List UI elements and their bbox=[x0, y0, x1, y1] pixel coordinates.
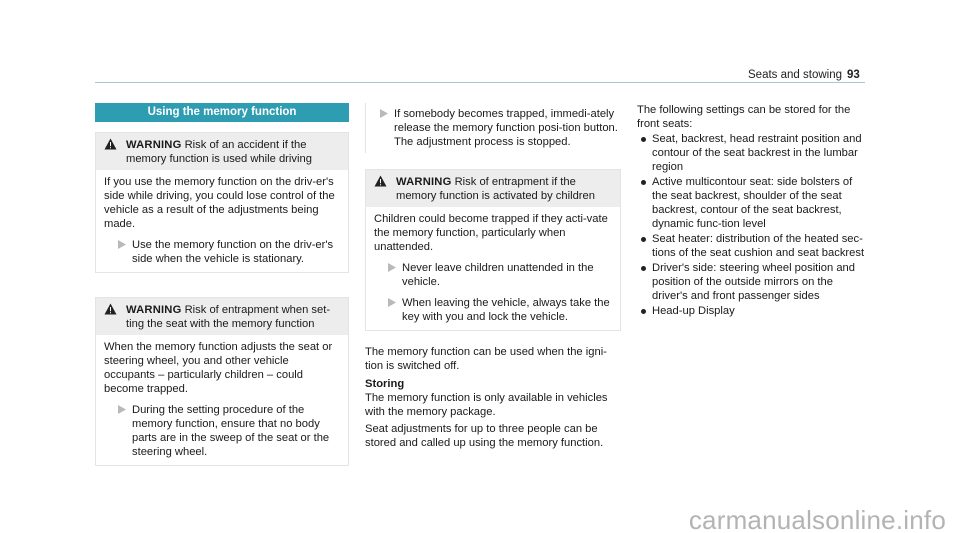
step-arrow-icon bbox=[388, 263, 396, 272]
step-text: Never leave children unattended in the vehicle. bbox=[402, 262, 594, 288]
warning-continuation bbox=[365, 103, 621, 153]
running-header-section: Seats and stowing bbox=[748, 69, 842, 81]
warning-header bbox=[96, 133, 348, 170]
instruction-step bbox=[374, 261, 612, 289]
list-item: Head-up Display bbox=[637, 304, 869, 318]
warning-triangle-icon bbox=[104, 138, 117, 150]
warning-text: Children could become trapped if they acti-vate the memory function, particularly when unattended. bbox=[374, 213, 608, 253]
paragraph: Seat adjustments for up to three people can be stored and called up using the memory function. bbox=[365, 423, 604, 449]
warning-box-entrapment-children bbox=[365, 169, 621, 331]
list-item: Active multicontour seat: side bolsters of the seat backrest, shoulder of the seat backrest, contour of the seat backrest, dynamic func-tion level bbox=[637, 175, 869, 231]
settings-list bbox=[637, 132, 869, 318]
step-text: During the setting procedure of the memory function, ensure that no body parts are in the sweep of the seat or the steering wheel. bbox=[132, 404, 330, 458]
warning-summary: Risk of entrapment when set-ting the seat with the memory function bbox=[126, 304, 331, 330]
column-middle bbox=[365, 103, 621, 453]
warning-text: If you use the memory function on the driv-er's side while driving, you could lose control of the vehicle as a result of the adjustments being made. bbox=[104, 176, 335, 230]
warning-body bbox=[96, 335, 348, 465]
warning-summary: Risk of an accident if the memory function is used while driving bbox=[126, 139, 312, 165]
list-item: Driver's side: steering wheel position and position of the outside mirrors on the driver's and front passenger sides bbox=[637, 261, 869, 303]
bullet-icon bbox=[641, 137, 646, 142]
warning-label: WARNING bbox=[126, 139, 182, 151]
instruction-step bbox=[104, 403, 340, 459]
instruction-step bbox=[366, 107, 621, 149]
watermark: carmanualsonline.info bbox=[688, 505, 946, 533]
paragraph: The memory function is only available in vehicles with the memory package. bbox=[365, 392, 608, 418]
bullet-icon bbox=[641, 309, 646, 314]
warning-triangle-icon bbox=[104, 303, 117, 315]
warning-label: WARNING bbox=[396, 176, 452, 188]
warning-triangle-icon bbox=[374, 175, 387, 187]
instruction-step bbox=[104, 238, 340, 266]
list-item: Seat, backrest, head restraint position and contour of the seat backrest in the lumbar region bbox=[637, 132, 869, 174]
subheading-storing: Storing bbox=[365, 378, 405, 390]
page-number: 93 bbox=[847, 69, 860, 81]
bullet-icon bbox=[641, 266, 646, 271]
warning-body bbox=[96, 170, 348, 272]
step-arrow-icon bbox=[118, 240, 126, 249]
step-arrow-icon bbox=[388, 298, 396, 307]
warning-box-accident bbox=[95, 132, 349, 273]
step-text: Use the memory function on the driv-er's side when the vehicle is stationary. bbox=[132, 239, 334, 265]
warning-summary: Risk of entrapment if the memory function is activated by children bbox=[396, 176, 595, 202]
column-right bbox=[637, 103, 869, 319]
warning-text: When the memory function adjusts the seat or steering wheel, you and other vehicle occupants – particularly children – could become trapped. bbox=[104, 341, 333, 395]
warning-header bbox=[96, 298, 348, 335]
list-item: Seat heater: distribution of the heated sec-tions of the seat cushion and seat backrest bbox=[637, 232, 869, 260]
warning-label: WARNING bbox=[126, 304, 182, 316]
instruction-step bbox=[374, 296, 612, 324]
column-left bbox=[95, 103, 349, 466]
warning-header bbox=[366, 170, 620, 207]
header-divider bbox=[95, 82, 865, 83]
step-text: If somebody becomes trapped, immedi-ately release the memory function posi-tion button. bbox=[394, 108, 618, 134]
intro-text: The following settings can be stored for the front seats: bbox=[637, 104, 851, 130]
step-arrow-icon bbox=[118, 405, 126, 414]
step-text: When leaving the vehicle, always take the key with you and lock the vehicle. bbox=[402, 297, 610, 323]
body-text bbox=[365, 345, 621, 450]
bullet-icon bbox=[641, 180, 646, 185]
warning-body bbox=[366, 207, 620, 330]
warning-box-entrapment-setting bbox=[95, 297, 349, 466]
section-title: Using the memory function bbox=[95, 103, 349, 122]
step-result: The adjustment process is stopped. bbox=[394, 136, 571, 148]
step-arrow-icon bbox=[380, 109, 388, 118]
paragraph: The memory function can be used when the igni-tion is switched off. bbox=[365, 346, 607, 372]
bullet-icon bbox=[641, 237, 646, 242]
